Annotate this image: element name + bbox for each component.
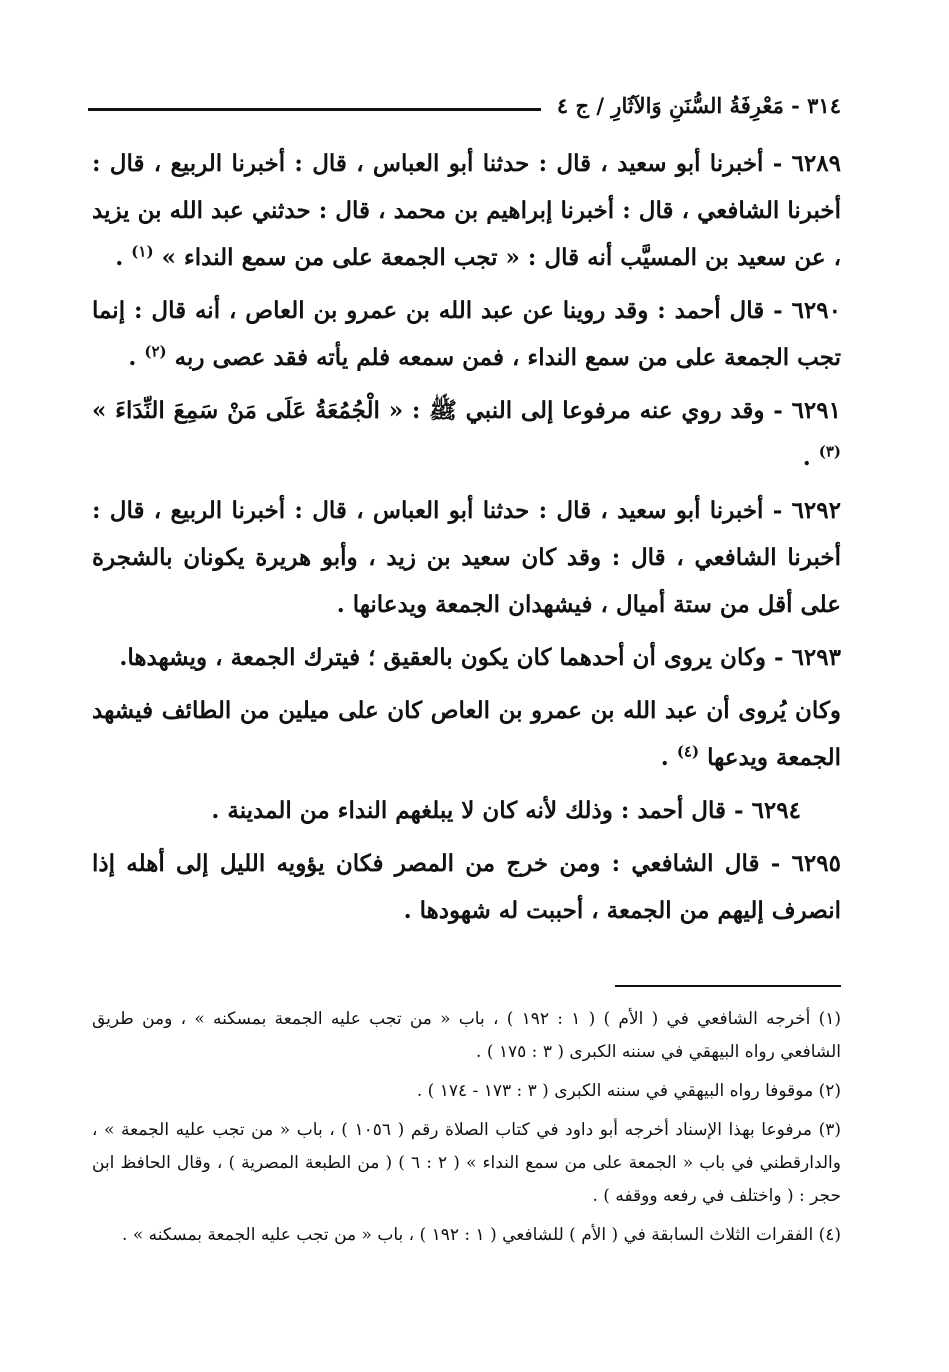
paragraph-end: .: [660, 744, 677, 771]
footnotes: [92, 1003, 841, 1258]
footnote-4: (٤) الفقرات الثلاث السابقة في ( الأم ) للشافعي ( ١ : ١٩٢ ) ، باب « من تجب عليه الجمعة بمسكنه » .: [122, 1225, 841, 1245]
main-text: [92, 140, 841, 940]
paragraph-6290: [92, 287, 841, 381]
footnote-1: (١) أخرجه الشافعي في ( الأم ) ( ١ : ١٩٢ ) ، باب « من تجب عليه الجمعة بمسكنه » ، ومن طريق الشافعي رواه البيهقي في سننه الكبرى ( ٣ : ١٧٥ ) .: [92, 1009, 841, 1062]
paragraph-6289: [92, 140, 841, 281]
paragraph-continuation: [92, 687, 841, 781]
paragraph-6291: [92, 387, 841, 481]
paragraph-text: ٦٢٩٥ - قال الشافعي : ومن خرج من المصر فكان يؤويه الليل إلى أهله إذا انصرف إليهم من الجمعة ، أحببت له شهودها .: [92, 850, 841, 924]
paragraph-6293: [92, 634, 841, 681]
paragraph-text: ٦٢٩٢ - أخبرنا أبو سعيد ، قال : حدثنا أبو العباس ، قال : أخبرنا الربيع ، قال : أخبرنا الشافعي ، قال : وقد كان سعيد بن زيد ، وأبو هريرة يكونان بالشجرة على أقل من ستة أميال ، فيشهدان الجمعة ويدعانها .: [92, 497, 841, 618]
footnote-ref: (٢): [144, 342, 167, 361]
paragraph-text: ٦٢٩٤ - قال أحمد : وذلك لأنه كان لا يبلغهم النداء من المدينة .: [211, 797, 801, 824]
paragraph-text: ٦٢٩٣ - وكان يروى أن أحدهما كان يكون بالعقيق ؛ فيترك الجمعة ، ويشهدها.: [119, 644, 841, 671]
page-header-title: ٣١٤ - مَعْرِفَةُ السُّنَنِ وَالآثَارِ / ج ٤: [556, 92, 841, 118]
paragraph-6294: [92, 787, 841, 834]
paragraph-text: ٦٢٩٠ - قال أحمد : وقد روينا عن عبد الله بن عمرو بن العاص ، أنه قال : إنما تجب الجمعة على من سمع النداء ، فمن سمعه فلم يأته فقد عصى ربه: [92, 297, 841, 371]
paragraph-end: .: [802, 444, 819, 471]
paragraph-text: وكان يُروى أن عبد الله بن عمرو بن العاص كان على ميلين من الطائف فيشهد الجمعة ويدعها: [92, 697, 841, 771]
footnote-3: (٣) مرفوعا بهذا الإسناد أخرجه أبو داود في كتاب الصلاة رقم ( ١٠٥٦ ) ، باب « من تجب عليه الجمعة » ، والدارقطني في باب « الجمعة على من سمع النداء » ( ٢ : ٦ ) ( من الطبعة المصرية ) ، وقال الحافظ ابن حجر : ( واختلف في رفعه ووقفه ) .: [92, 1120, 841, 1206]
footnote-ref: (٤): [676, 742, 700, 761]
paragraph-end: .: [115, 244, 132, 271]
footnote-ref: (١): [131, 242, 154, 261]
footnote-ref: (٣): [818, 442, 841, 461]
paragraph-end: .: [128, 344, 145, 371]
footnote-separator: [615, 985, 841, 987]
paragraph-6295: [92, 840, 841, 934]
paragraph-text: ٦٢٨٩ - أخبرنا أبو سعيد ، قال : حدثنا أبو العباس ، قال : أخبرنا الربيع ، قال : أخبرنا الشافعي ، قال : أخبرنا إبراهيم بن محمد ، قال : حدثني عبد الله بن يزيد ، عن سعيد بن المسيَّب أنه قال : « تجب الجمعة على من سمع النداء »: [92, 150, 841, 271]
running-header: [88, 88, 841, 122]
paragraph-text: ٦٢٩١ - وقد روي عنه مرفوعا إلى النبي ﷺ : « الْجُمُعَةُ عَلَى مَنْ سَمِعَ النِّدَاءَ »: [92, 397, 841, 424]
footnote-2: (٢) موقوفا رواه البيهقي في سننه الكبرى ( ٣ : ١٧٣ - ١٧٤ ) .: [416, 1081, 841, 1101]
header-rule: [88, 108, 541, 111]
paragraph-6292: [92, 487, 841, 628]
